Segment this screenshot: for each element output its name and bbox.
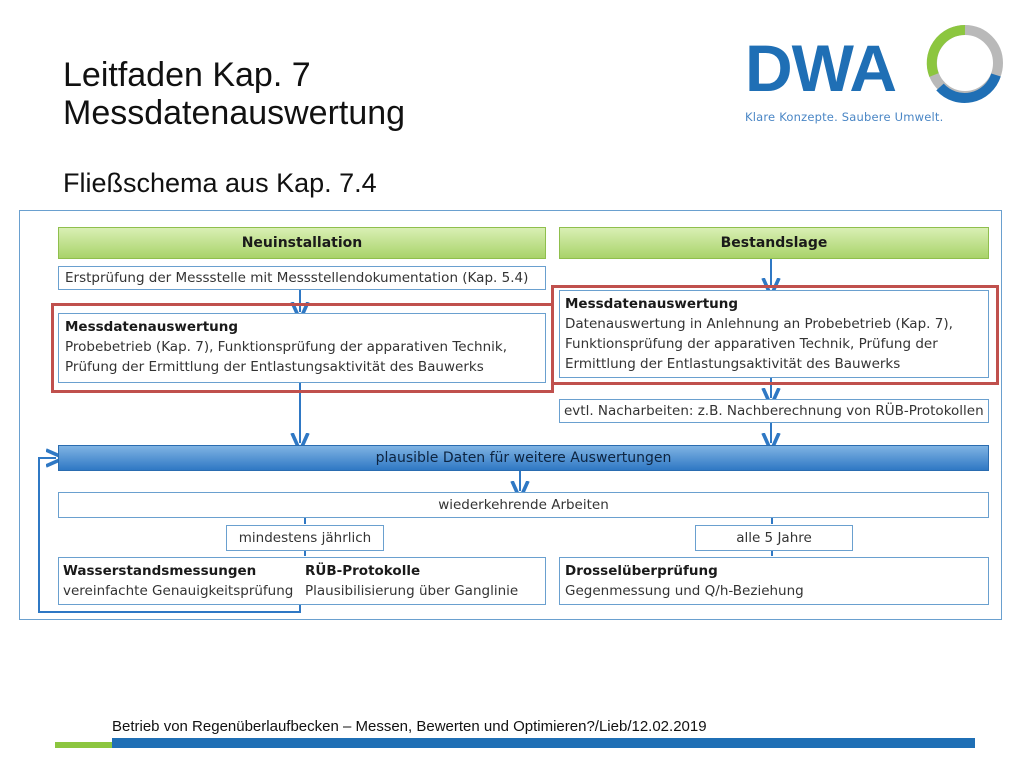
right-messdaten-line-2: Funktionsprüfung der apparativen Technik, Prüfung der xyxy=(565,336,938,352)
erstpruefung-box: Erstprüfung der Messstelle mit Messstellendokumentation (Kap. 5.4) xyxy=(58,266,546,290)
right-messdaten-line-3: Ermittlung der Entlastungsaktivität des Bauwerks xyxy=(565,356,901,372)
left-messdaten-line-2: Prüfung der Ermittlung der Entlastungsaktivität des Bauwerks xyxy=(65,359,484,375)
rueb-title: RÜB-Protokolle xyxy=(305,563,421,579)
wiederkehrende-arbeiten-box: wiederkehrende Arbeiten xyxy=(58,492,989,518)
logo-wordmark: DWA xyxy=(745,31,896,105)
drossel-sub: Gegenmessung und Q/h-Beziehung xyxy=(565,583,804,599)
jaehrlich-tasks-box xyxy=(58,557,546,605)
wasserstand-sub: vereinfachte Genauigkeitsprüfung xyxy=(63,583,294,599)
logo-tagline: Klare Konzepte. Saubere Umwelt. xyxy=(745,110,944,124)
rueb-sub: Plausibilisierung über Ganglinie xyxy=(305,583,519,599)
right-messdaten-line-1: Datenauswertung in Anlehnung an Probebetrieb (Kap. 7), xyxy=(565,316,953,332)
rueb-item xyxy=(305,561,518,601)
plausible-daten-bar: plausible Daten für weitere Auswertungen xyxy=(58,445,989,471)
footer-text: Betrieb von Regenüberlaufbecken – Messen, Bewerten und Optimieren?/Lieb/12.02.2019 xyxy=(112,718,707,735)
drossel-box xyxy=(559,557,989,605)
left-highlight-frame xyxy=(51,303,554,393)
drossel-title: Drosselüberprüfung xyxy=(565,563,718,579)
title-line-2: Messdatenauswertung xyxy=(63,94,406,132)
footer-blue-bar xyxy=(112,738,975,748)
wasserstand-title: Wasserstandsmessungen xyxy=(63,563,257,579)
alle-5-jahre-box: alle 5 Jahre xyxy=(695,525,853,551)
page-subtitle: Fließschema aus Kap. 7.4 xyxy=(63,168,377,198)
bestandslage-header: Bestandslage xyxy=(559,227,989,259)
left-messdaten-line-1: Probebetrieb (Kap. 7), Funktionsprüfung der apparativen Technik, xyxy=(65,339,507,355)
right-highlight-frame xyxy=(551,285,999,385)
title-line-1: Leitfaden Kap. 7 xyxy=(63,56,311,94)
neuinstallation-header: Neuinstallation xyxy=(58,227,546,259)
nacharbeiten-box: evtl. Nacharbeiten: z.B. Nachberechnung von RÜB-Protokollen xyxy=(559,399,989,423)
right-messdaten-title: Messdatenauswertung xyxy=(565,296,739,312)
footer-green-bar xyxy=(55,742,112,748)
wasserstand-item xyxy=(63,561,293,601)
left-messdaten-title: Messdatenauswertung xyxy=(65,319,239,335)
mindestens-jaehrlich-box: mindestens jährlich xyxy=(226,525,384,551)
